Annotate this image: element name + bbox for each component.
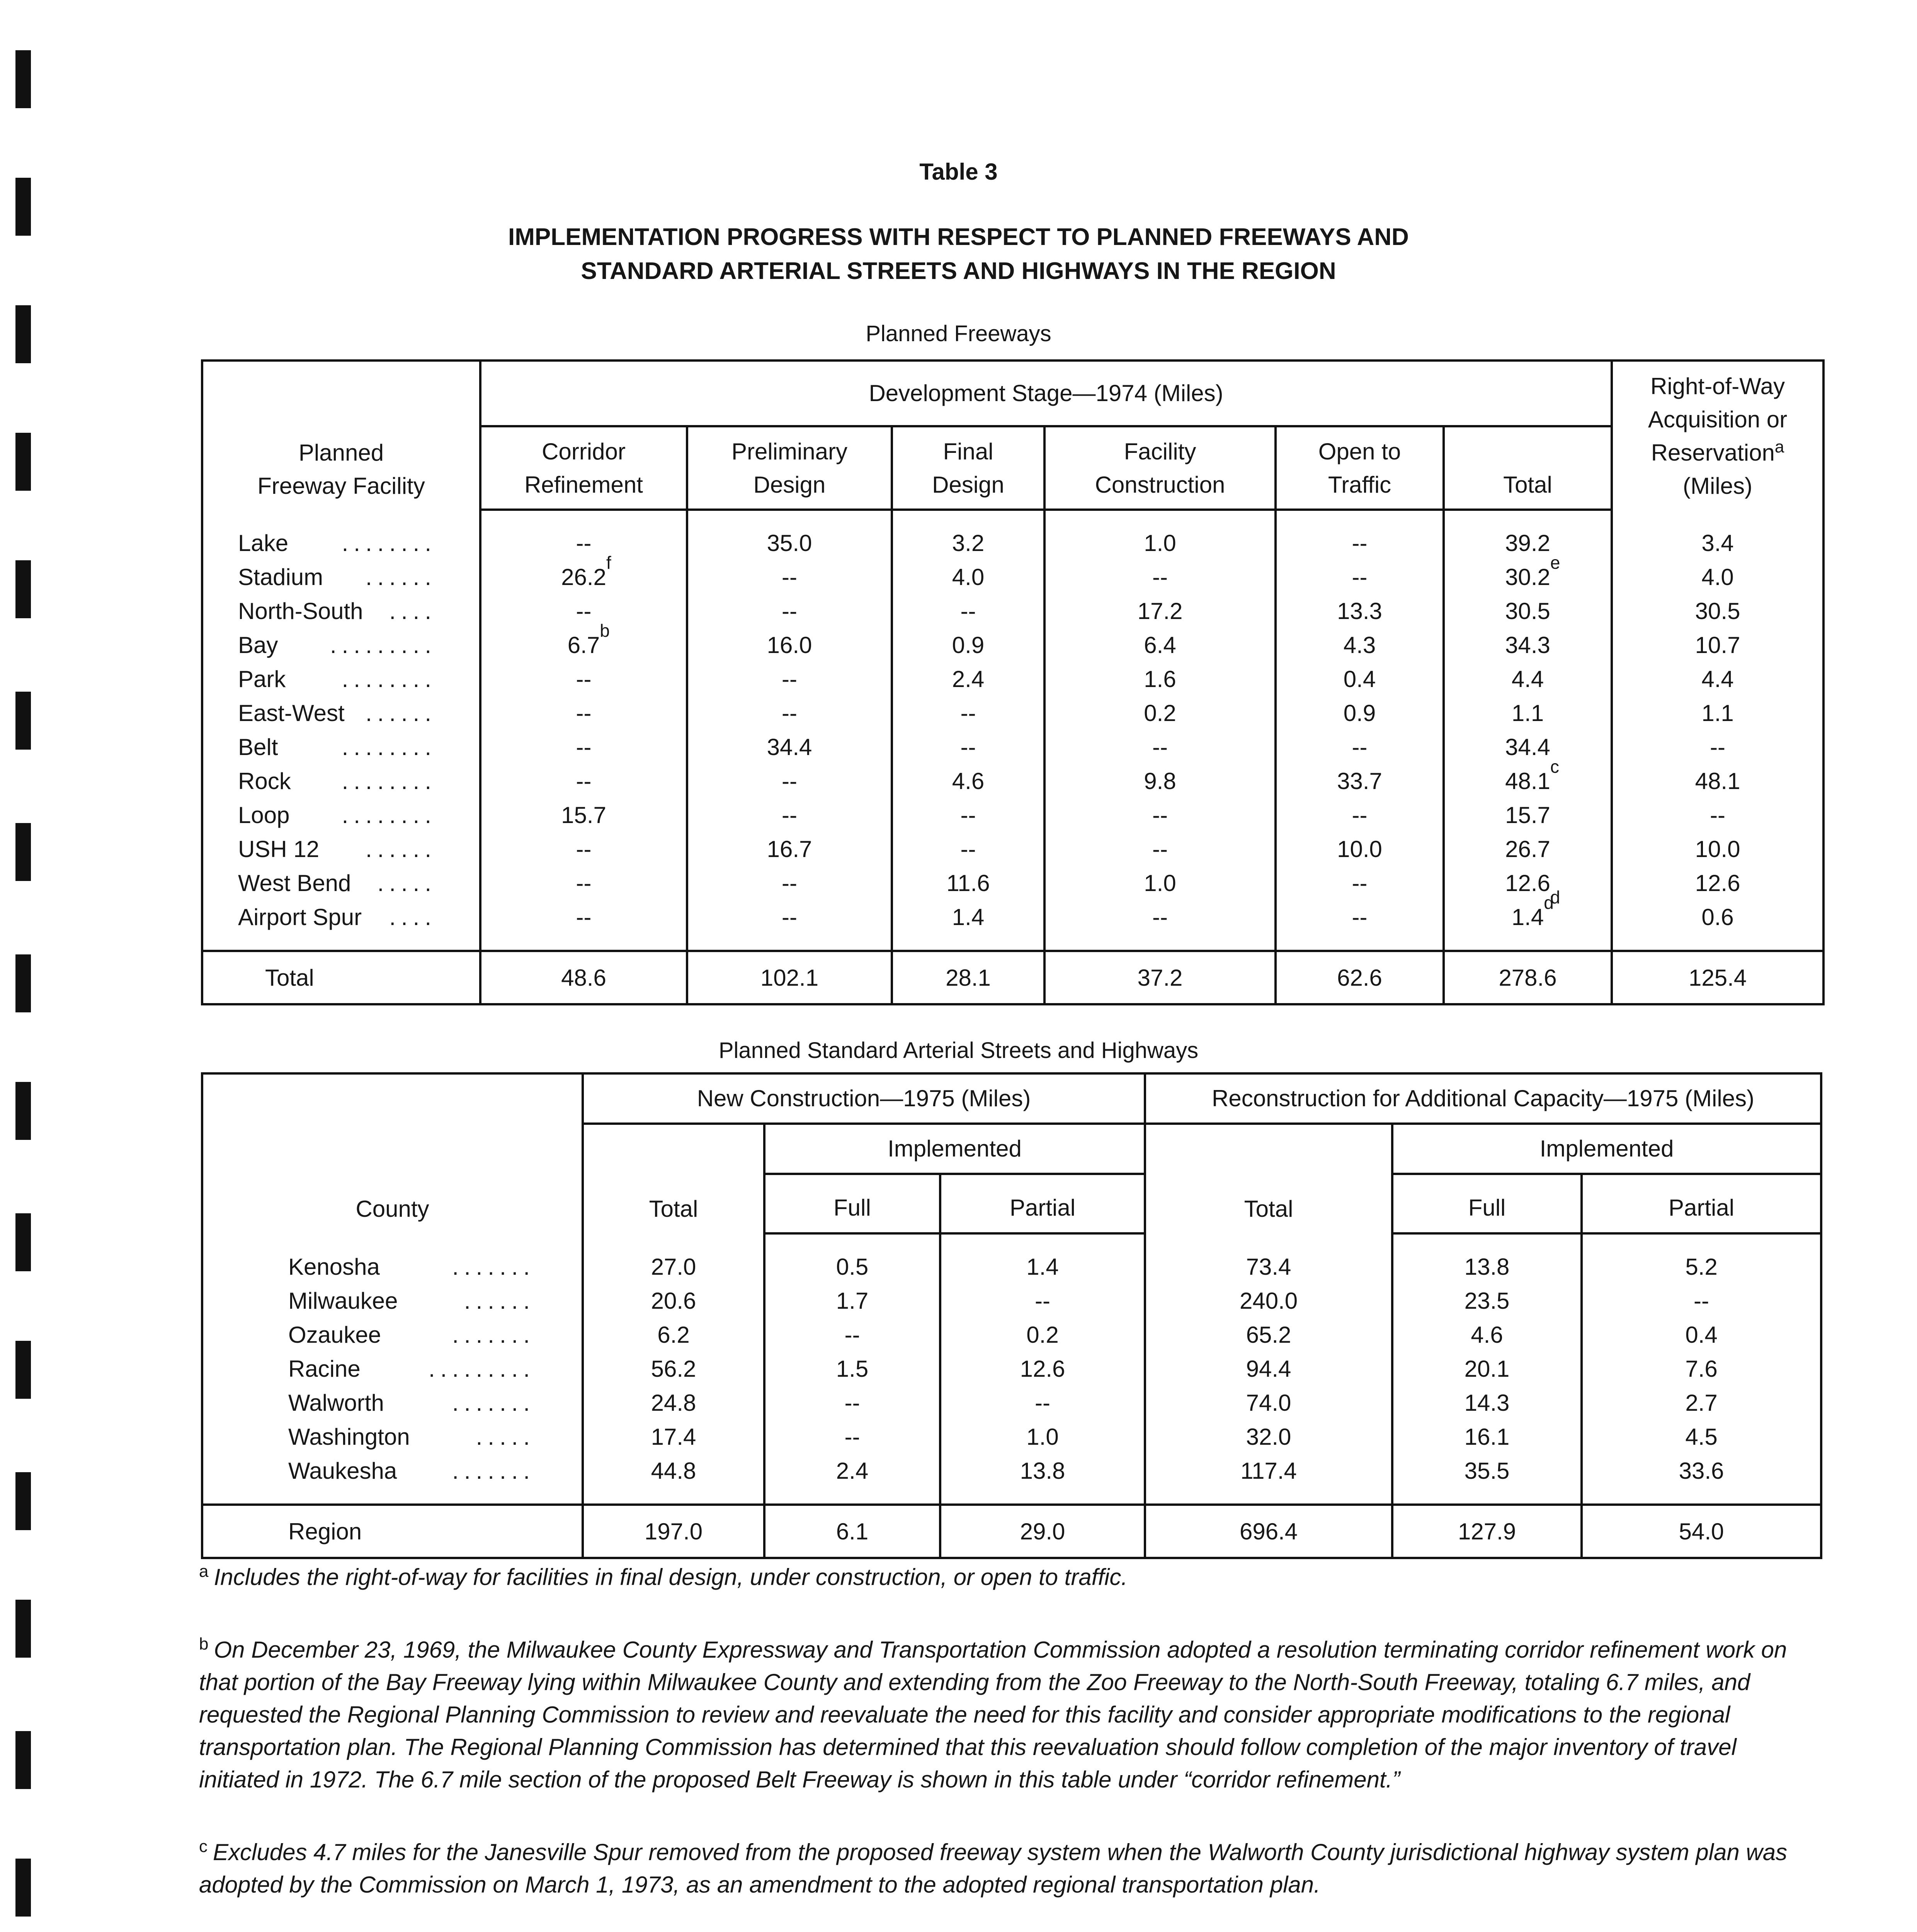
binding-mark: [15, 823, 31, 881]
facility-name: Belt ........: [238, 734, 437, 760]
facility-name: Lake ........: [238, 530, 437, 556]
table-row: Walworth ....... 24.8 -- -- 74.0 14.3 2.7: [202, 1386, 1821, 1420]
col-header-corridor: Corridor Refinement: [480, 426, 687, 510]
binding-mark: [15, 560, 31, 618]
col-header-new-total: Total: [583, 1124, 764, 1233]
table-row: Airport Spur .... -- -- 1.4 -- -- 1.4 d 0.6: [202, 900, 1823, 934]
col-header-development-stage: Development Stage—1974 (Miles): [480, 361, 1612, 426]
binding-mark: [15, 692, 31, 750]
freeways-table: [201, 359, 1825, 1005]
facility-name: Stadium ......: [238, 564, 437, 590]
table-row: Waukesha ....... 44.8 2.4 13.8 117.4 35.5 33.6: [202, 1454, 1821, 1488]
freeways-subtitle: Planned Freeways: [866, 321, 1051, 346]
table-row: North-South .... -- -- -- 17.2 13.3 30.5 30.5: [202, 594, 1823, 628]
binding-mark: [15, 1341, 31, 1399]
col-header-new-construction: New Construction—1975 (Miles): [583, 1073, 1145, 1124]
col-header-right-of-way: Right-of-Way Acquisition or Reservation$^a$ (Miles): [1612, 361, 1823, 510]
col-header-new-implemented: Implemented: [764, 1124, 1145, 1174]
binding-mark: [15, 1731, 31, 1789]
footnote-b: $^b$ On December 23, 1969, the Milwaukee County Expressway and Transportation Commission adopted a resolution terminating corridor refinement work on that portion of the Bay Freeway lying within Milwaukee County and extending from the Zoo Freeway to the North-South Freeway, totaling 6.7 miles, and requested the Regional Planning Commission to review and reevaluate the need for this facility and consider appropriate modifications to the regional transportation plan. The Regional Planning Commission has determined that this reevaluation should follow completion of the major inventory of travel initiated in 1972. The 6.7 mile section of the proposed Belt Freeway is shown in this table under “corridor refinement.”: [199, 1634, 1787, 1793]
binding-mark: [15, 1600, 31, 1658]
col-header-open-to-traffic: Open to Traffic: [1276, 426, 1444, 510]
col-header-county: County: [356, 1196, 429, 1222]
facility-name: Loop ........: [238, 802, 437, 828]
table-label: Table 3: [919, 159, 998, 185]
binding-mark: [15, 1082, 31, 1140]
facility-name: Rock ........: [238, 768, 437, 794]
col-header-new-full: Full: [764, 1174, 940, 1233]
col-header-facility: Planned Freeway Facility: [257, 440, 425, 499]
table-row: Park ........ -- -- 2.4 1.6 0.4 4.4 4.4: [202, 662, 1823, 696]
table-row: Bay ......... 6.7 b 16.0 0.9 6.4 4.3 34.3 10.7: [202, 628, 1823, 662]
county-name: Walworth .......: [288, 1390, 535, 1416]
table-row: Rock ........ -- -- 4.6 9.8 33.7 48.1 c 48.1: [202, 764, 1823, 798]
col-header-new-partial: Partial: [940, 1174, 1145, 1233]
county-name: Racine .........: [288, 1356, 535, 1382]
binding-mark: [15, 433, 31, 491]
binding-mark: [15, 1213, 31, 1271]
table-row: Ozaukee ....... 6.2 -- 0.2 65.2 4.6 0.4: [202, 1318, 1821, 1352]
binding-mark: [15, 954, 31, 1012]
arterials-table: [201, 1072, 1822, 1559]
table-title-line-1: IMPLEMENTATION PROGRESS WITH RESPECT TO PLANNED FREEWAYS AND: [508, 224, 1409, 250]
col-header-construction: Facility Construction: [1044, 426, 1276, 510]
facility-name: East-West ......: [238, 700, 437, 726]
table-row: Kenosha ....... 27.0 0.5 1.4 73.4 13.8 5.2: [202, 1250, 1821, 1284]
table-row: Loop ........ 15.7 -- -- -- -- 15.7 --: [202, 798, 1823, 832]
table-row: USH 12 ...... -- 16.7 -- -- 10.0 26.7 10.0: [202, 832, 1823, 866]
col-header-rec-implemented: Implemented: [1392, 1124, 1821, 1174]
facility-name: West Bend .....: [238, 870, 437, 896]
freeways-total-row: Total 48.6 102.1 28.1 37.2 62.6 278.6 125.4: [202, 951, 1823, 1004]
arterials-subtitle: Planned Standard Arterial Streets and Highways: [718, 1038, 1199, 1063]
table-row: Washington ..... 17.4 -- 1.0 32.0 16.1 4.5: [202, 1420, 1821, 1454]
table-row: East-West ...... -- -- -- 0.2 0.9 1.1 1.1: [202, 696, 1823, 730]
county-name: Waukesha .......: [288, 1458, 535, 1484]
county-name: Ozaukee .......: [288, 1322, 535, 1348]
county-name: Milwaukee ......: [288, 1288, 535, 1314]
facility-name: Airport Spur ....: [238, 904, 437, 930]
table-row: Milwaukee ...... 20.6 1.7 -- 240.0 23.5 --: [202, 1284, 1821, 1318]
footnote-a: $^a$ Includes the right-of-way for facilities in final design, under construction, or open to traffic.: [199, 1562, 1128, 1590]
footnote-c: $^c$ Excludes 4.7 miles for the Janesville Spur removed from the proposed freeway system when the Walworth County jurisdictional highway system plan was adopted by the Commission on March 1, 1973, as an amendment to the adopted regional transportation plan.: [199, 1837, 1788, 1898]
table-row: Lake ........ -- 35.0 3.2 1.0 -- 39.2 3.4: [202, 526, 1823, 560]
table-row: Racine ......... 56.2 1.5 12.6 94.4 20.1 7.6: [202, 1352, 1821, 1386]
table-title-line-2: STANDARD ARTERIAL STREETS AND HIGHWAYS IN THE REGION: [581, 258, 1336, 284]
county-name: Kenosha .......: [288, 1254, 535, 1280]
col-header-rec-partial: Partial: [1582, 1174, 1821, 1233]
footnotes: [199, 1561, 1822, 1932]
binding-mark: [15, 1472, 31, 1530]
table-row: West Bend ..... -- -- 11.6 1.0 -- 12.6 d 12.6: [202, 866, 1823, 900]
col-header-reconstruction: Reconstruction for Additional Capacity—1975 (Miles): [1145, 1073, 1821, 1124]
col-header-total: Total: [1444, 426, 1612, 510]
col-header-final-design: Final Design: [892, 426, 1044, 510]
arterials-region-row: Region 197.0 6.1 29.0 696.4 127.9 54.0: [202, 1505, 1821, 1558]
facility-name: USH 12 ......: [238, 836, 437, 862]
binding-mark: [15, 1859, 31, 1917]
facility-name: Bay .........: [238, 632, 437, 658]
facility-name: Park ........: [238, 666, 437, 692]
county-name: Washington .....: [288, 1424, 535, 1450]
binding-mark: [15, 50, 31, 108]
col-header-preliminary: Preliminary Design: [687, 426, 892, 510]
col-header-rec-total: Total: [1145, 1124, 1392, 1233]
table-row: Belt ........ -- 34.4 -- -- -- 34.4 --: [202, 730, 1823, 764]
table-row: Stadium ...... 26.2 f -- 4.0 -- -- 30.2 e 4.0: [202, 560, 1823, 594]
col-header-rec-full: Full: [1392, 1174, 1582, 1233]
facility-name: North-South ....: [238, 598, 437, 624]
